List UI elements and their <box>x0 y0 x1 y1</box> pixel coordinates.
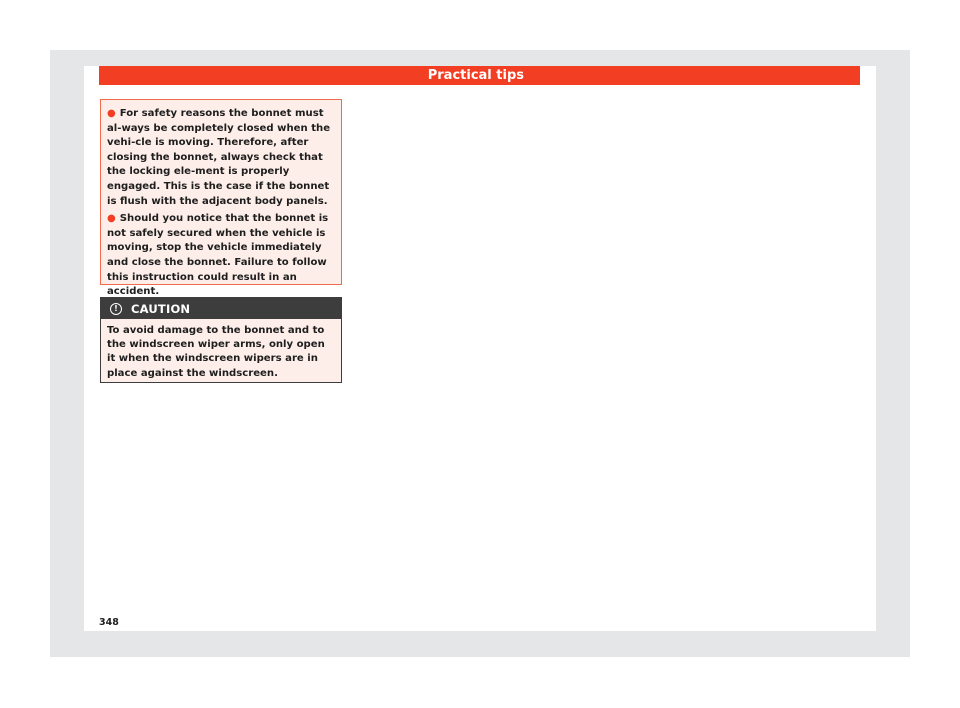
warning-box <box>100 99 342 298</box>
bullet-icon: ● <box>107 213 116 225</box>
caution-title: CAUTION <box>131 301 191 316</box>
section-title: Practical tips <box>427 68 524 83</box>
caution-text: To avoid damage to the bonnet and to the windscreen wiper arms, only open it when the windscreen wipers are in place against the windscreen. <box>107 325 325 379</box>
bullet-icon: ● <box>107 108 116 119</box>
section-header <box>99 66 860 85</box>
warning-item <box>107 212 335 300</box>
caution-header <box>101 298 341 319</box>
caution-icon: ! <box>110 303 122 315</box>
caution-box <box>100 297 342 383</box>
warning-text: For safety reasons the bonnet must al-ways be completely closed when the vehi-cle is moving. Therefore, after closing the bonnet, always check that the locking ele-ment is properly engaged. This is the case if the bonnet is flush with the adjacent body panels. <box>107 108 331 207</box>
warning-text: Should you notice that the bonnet is not safely secured when the vehicle is moving, stop the vehicle immediately and close the bonnet. Failure to follow this instruction could result in an accident. <box>107 213 329 298</box>
page-number: 348 <box>99 617 119 628</box>
warning-item <box>107 107 335 209</box>
